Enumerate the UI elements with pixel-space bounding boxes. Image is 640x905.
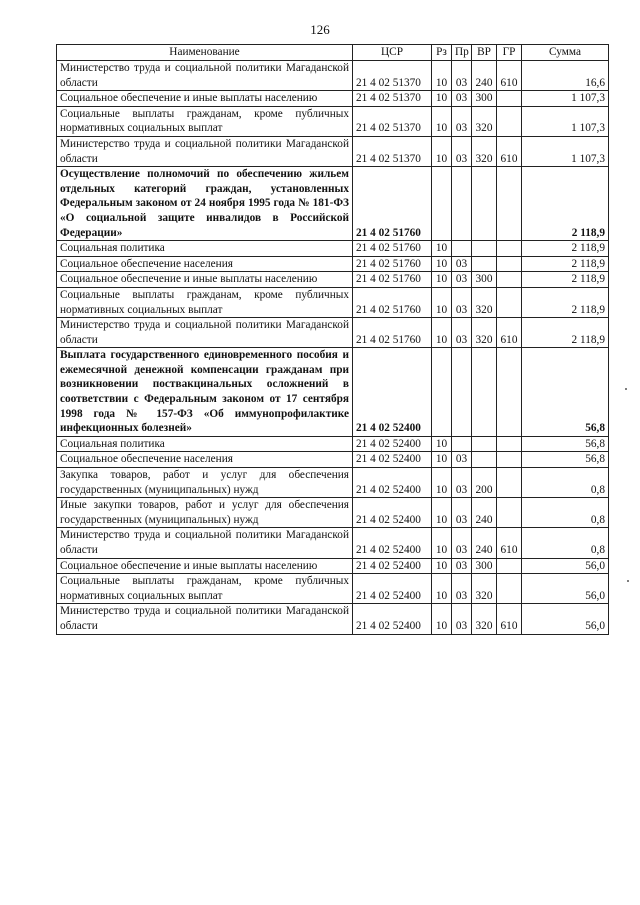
cell-csr: 21 4 02 52400	[353, 468, 432, 498]
cell-sum: 56,0	[522, 558, 609, 574]
cell-vr	[472, 348, 497, 437]
cell-csr: 21 4 02 52400	[353, 436, 432, 452]
cell-sum: 1 107,3	[522, 91, 609, 107]
cell-sum: 1 107,3	[522, 136, 609, 166]
cell-name: Социальное обеспечение и иные выплаты населению	[57, 91, 353, 107]
cell-csr: 21 4 02 52400	[353, 558, 432, 574]
cell-gr: 610	[497, 61, 522, 91]
cell-rz	[432, 167, 452, 241]
cell-gr: 610	[497, 136, 522, 166]
cell-rz: 10	[432, 498, 452, 528]
cell-name: Осуществление полномочий по обеспечению жильем отдельных категорий граждан, установленных Федеральным законом от 24 ноября 1995 года № 181-ФЗ «О социальной защите инвалидов в Российской Федерации»	[57, 167, 353, 241]
cell-vr	[472, 241, 497, 257]
cell-vr: 320	[472, 574, 497, 604]
table-row	[57, 498, 609, 528]
table-row	[57, 91, 609, 107]
table-row	[57, 136, 609, 166]
cell-gr	[497, 558, 522, 574]
cell-gr	[497, 452, 522, 468]
table-row	[57, 528, 609, 558]
cell-sum: 2 118,9	[522, 287, 609, 317]
table-row	[57, 468, 609, 498]
cell-rz: 10	[432, 272, 452, 288]
cell-pr	[452, 348, 472, 437]
cell-gr: 610	[497, 528, 522, 558]
cell-vr: 300	[472, 272, 497, 288]
cell-csr: 21 4 02 52400	[353, 452, 432, 468]
table-row	[57, 167, 609, 241]
cell-vr	[472, 452, 497, 468]
cell-sum: 2 118,9	[522, 167, 609, 241]
table-row	[57, 241, 609, 257]
cell-gr	[497, 436, 522, 452]
cell-vr: 240	[472, 528, 497, 558]
table-row	[57, 452, 609, 468]
cell-gr	[497, 287, 522, 317]
cell-pr	[452, 436, 472, 452]
cell-vr: 200	[472, 468, 497, 498]
cell-vr: 300	[472, 558, 497, 574]
cell-gr	[497, 91, 522, 107]
cell-rz: 10	[432, 468, 452, 498]
cell-name: Социальные выплаты гражданам, кроме публичных нормативных социальных выплат	[57, 287, 353, 317]
cell-pr: 03	[452, 272, 472, 288]
cell-pr: 03	[452, 558, 472, 574]
cell-sum: 56,8	[522, 452, 609, 468]
cell-vr: 240	[472, 61, 497, 91]
cell-gr	[497, 106, 522, 136]
cell-vr	[472, 436, 497, 452]
scan-speck	[625, 388, 627, 390]
table-row	[57, 436, 609, 452]
cell-csr: 21 4 02 51760	[353, 241, 432, 257]
cell-sum: 0,8	[522, 468, 609, 498]
header-pr: Пр	[452, 45, 472, 61]
cell-name: Социальное обеспечение населения	[57, 256, 353, 272]
cell-csr: 21 4 02 51370	[353, 136, 432, 166]
cell-vr: 300	[472, 91, 497, 107]
cell-pr	[452, 167, 472, 241]
cell-sum: 0,8	[522, 528, 609, 558]
cell-gr	[497, 574, 522, 604]
cell-csr: 21 4 02 52400	[353, 604, 432, 634]
header-gr: ГР	[497, 45, 522, 61]
cell-name: Министерство труда и социальной политики Магаданской области	[57, 136, 353, 166]
cell-pr: 03	[452, 91, 472, 107]
cell-sum: 56,8	[522, 436, 609, 452]
cell-gr: 610	[497, 318, 522, 348]
cell-name: Министерство труда и социальной политики Магаданской области	[57, 61, 353, 91]
table-row	[57, 287, 609, 317]
cell-pr: 03	[452, 61, 472, 91]
cell-sum: 16,6	[522, 61, 609, 91]
cell-csr: 21 4 02 52400	[353, 498, 432, 528]
cell-name: Министерство труда и социальной политики Магаданской области	[57, 604, 353, 634]
cell-name: Социальная политика	[57, 436, 353, 452]
cell-name: Социальная политика	[57, 241, 353, 257]
cell-sum: 2 118,9	[522, 272, 609, 288]
cell-vr: 320	[472, 287, 497, 317]
cell-rz: 10	[432, 287, 452, 317]
cell-pr: 03	[452, 468, 472, 498]
header-rz: Рз	[432, 45, 452, 61]
cell-csr: 21 4 02 51370	[353, 61, 432, 91]
cell-rz: 10	[432, 574, 452, 604]
cell-name: Социальное обеспечение населения	[57, 452, 353, 468]
budget-table	[56, 44, 609, 635]
table-row	[57, 604, 609, 634]
cell-rz: 10	[432, 436, 452, 452]
cell-pr: 03	[452, 574, 472, 604]
cell-pr: 03	[452, 256, 472, 272]
cell-vr	[472, 256, 497, 272]
cell-gr	[497, 468, 522, 498]
cell-csr: 21 4 02 52400	[353, 348, 432, 437]
cell-pr: 03	[452, 318, 472, 348]
cell-vr: 320	[472, 136, 497, 166]
cell-gr	[497, 272, 522, 288]
cell-sum: 56,0	[522, 574, 609, 604]
cell-pr: 03	[452, 452, 472, 468]
scan-speck	[627, 580, 629, 582]
cell-csr: 21 4 02 51760	[353, 256, 432, 272]
cell-rz: 10	[432, 91, 452, 107]
table-row	[57, 348, 609, 437]
cell-sum: 0,8	[522, 498, 609, 528]
cell-rz: 10	[432, 241, 452, 257]
cell-name: Социальное обеспечение и иные выплаты населению	[57, 558, 353, 574]
cell-csr: 21 4 02 51760	[353, 272, 432, 288]
cell-pr: 03	[452, 287, 472, 317]
table-row	[57, 106, 609, 136]
cell-vr: 320	[472, 318, 497, 348]
table-row	[57, 318, 609, 348]
page-number: 126	[310, 22, 330, 37]
table-row	[57, 272, 609, 288]
cell-pr: 03	[452, 136, 472, 166]
cell-sum: 2 118,9	[522, 256, 609, 272]
table-header-row	[57, 45, 609, 61]
cell-rz: 10	[432, 318, 452, 348]
cell-name: Министерство труда и социальной политики Магаданской области	[57, 528, 353, 558]
cell-vr: 320	[472, 604, 497, 634]
cell-rz: 10	[432, 528, 452, 558]
cell-gr	[497, 256, 522, 272]
cell-name: Социальные выплаты гражданам, кроме публичных нормативных социальных выплат	[57, 106, 353, 136]
cell-csr: 21 4 02 51760	[353, 318, 432, 348]
cell-vr	[472, 167, 497, 241]
cell-rz: 10	[432, 604, 452, 634]
cell-gr	[497, 498, 522, 528]
cell-name: Социальное обеспечение и иные выплаты населению	[57, 272, 353, 288]
cell-sum: 2 118,9	[522, 241, 609, 257]
cell-name: Министерство труда и социальной политики Магаданской области	[57, 318, 353, 348]
table-row	[57, 558, 609, 574]
cell-rz	[432, 348, 452, 437]
cell-sum: 56,8	[522, 348, 609, 437]
cell-name: Иные закупки товаров, работ и услуг для обеспечения государственных (муниципальных) нужд	[57, 498, 353, 528]
cell-csr: 21 4 02 51760	[353, 167, 432, 241]
cell-rz: 10	[432, 558, 452, 574]
cell-csr: 21 4 02 51760	[353, 287, 432, 317]
cell-csr: 21 4 02 52400	[353, 528, 432, 558]
cell-sum: 1 107,3	[522, 106, 609, 136]
cell-name: Социальные выплаты гражданам, кроме публичных нормативных социальных выплат	[57, 574, 353, 604]
cell-csr: 21 4 02 51370	[353, 91, 432, 107]
cell-vr: 320	[472, 106, 497, 136]
cell-csr: 21 4 02 52400	[353, 574, 432, 604]
header-name: Наименование	[57, 45, 353, 61]
cell-gr	[497, 241, 522, 257]
cell-vr: 240	[472, 498, 497, 528]
cell-rz: 10	[432, 61, 452, 91]
cell-rz: 10	[432, 106, 452, 136]
cell-gr	[497, 348, 522, 437]
cell-pr: 03	[452, 498, 472, 528]
table-row	[57, 574, 609, 604]
cell-rz: 10	[432, 452, 452, 468]
table-row	[57, 256, 609, 272]
cell-csr: 21 4 02 51370	[353, 106, 432, 136]
cell-sum: 2 118,9	[522, 318, 609, 348]
cell-gr	[497, 167, 522, 241]
cell-pr: 03	[452, 106, 472, 136]
cell-pr: 03	[452, 528, 472, 558]
cell-name: Закупка товаров, работ и услуг для обеспечения государственных (муниципальных) нужд	[57, 468, 353, 498]
cell-rz: 10	[432, 256, 452, 272]
cell-rz: 10	[432, 136, 452, 166]
cell-gr: 610	[497, 604, 522, 634]
header-csr: ЦСР	[353, 45, 432, 61]
header-sum: Сумма	[522, 45, 609, 61]
table-row	[57, 61, 609, 91]
cell-sum: 56,0	[522, 604, 609, 634]
cell-pr	[452, 241, 472, 257]
header-vr: ВР	[472, 45, 497, 61]
cell-name: Выплата государственного единовременного пособия и ежемесячной денежной компенсации гражданам при возникновении поствакцинальных осложнений в соответствии с Федеральным законом от 17 сентября 1998 года № 157-ФЗ «Об иммунопрофилактике инфекционных болезней»	[57, 348, 353, 437]
cell-pr: 03	[452, 604, 472, 634]
table-body	[57, 61, 609, 635]
